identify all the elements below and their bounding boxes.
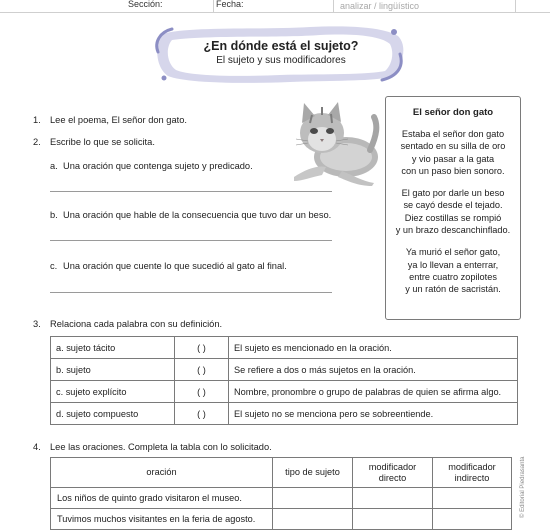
activity-2-number: 2. xyxy=(33,137,41,147)
sentence-cell: Los niños de quinto grado visitaron el museo. xyxy=(51,488,273,509)
answer-line-c[interactable] xyxy=(50,292,332,293)
worksheet-title: ¿En dónde está el sujeto? xyxy=(203,39,359,53)
sentence-row xyxy=(51,488,512,509)
activity-1-text: Lee el poema, El señor don gato. xyxy=(50,115,187,125)
skills-label: analizar / lingüístico xyxy=(340,1,420,11)
sentence-row xyxy=(51,509,512,530)
date-label: Fecha: xyxy=(216,0,244,9)
section-label: Sección: xyxy=(128,0,163,9)
term-cell: c. sujeto explícito xyxy=(51,381,175,403)
answer-cell[interactable] xyxy=(353,509,433,530)
answer-cell[interactable] xyxy=(273,509,353,530)
poem-line: sentado en su silla de oro xyxy=(400,141,506,152)
relation-table xyxy=(50,336,518,425)
sentence-table xyxy=(50,457,512,530)
term-cell: d. sujeto compuesto xyxy=(51,403,175,425)
relation-row xyxy=(51,359,518,381)
poem-stanza-3 xyxy=(386,246,520,295)
poem-line: y vio pasar a la gata xyxy=(411,153,495,164)
sentence-table-header xyxy=(51,458,512,488)
poem-line: se cayó desde el tejado. xyxy=(403,200,503,211)
item-c-letter: c. xyxy=(50,261,58,271)
item-a-text: Una oración que contenga sujeto y predicado. xyxy=(63,161,253,171)
definition-cell: El sujeto es mencionado en la oración. xyxy=(229,337,518,359)
answer-line-a[interactable] xyxy=(50,191,332,192)
header-tipo-sujeto: tipo de sujeto xyxy=(273,458,353,488)
activity-3-number: 3. xyxy=(33,319,41,329)
term-cell: a. sujeto tácito xyxy=(51,337,175,359)
poem-line: Ya murió el señor gato, xyxy=(405,247,501,258)
poem-stanza-2 xyxy=(386,187,520,236)
answer-cell[interactable] xyxy=(273,488,353,509)
poem-line: entre cuatro zopilotes xyxy=(409,271,497,282)
definition-cell: El sujeto no se menciona pero se sobreentiende. xyxy=(229,403,518,425)
header-oracion: oración xyxy=(51,458,273,488)
poem-line: y un brazo descanchinflado. xyxy=(395,225,511,236)
item-a-letter: a. xyxy=(50,161,58,171)
poem-line: El gato por darle un beso xyxy=(401,188,505,199)
activity-2-text: Escribe lo que se solicita. xyxy=(50,137,155,147)
header-mod-indirecto: modificador indirecto xyxy=(433,458,512,488)
term-cell: b. sujeto xyxy=(51,359,175,381)
copyright-note: © Editorial Piedrasanta xyxy=(520,456,526,518)
definition-cell: Nombre, pronombre o grupo de palabras de quien se afirma algo. xyxy=(229,381,518,403)
relation-row xyxy=(51,403,518,425)
relation-row xyxy=(51,337,518,359)
match-cell[interactable]: ( ) xyxy=(175,359,229,381)
poem-line: con un paso bien sonoro. xyxy=(401,165,505,176)
activity-3-text: Relaciona cada palabra con su definición. xyxy=(50,319,223,329)
activity-4-text: Lee las oraciones. Completa la tabla con lo solicitado. xyxy=(50,442,272,452)
match-cell[interactable]: ( ) xyxy=(175,381,229,403)
poem-box xyxy=(385,96,521,320)
answer-cell[interactable] xyxy=(433,488,512,509)
answer-cell[interactable] xyxy=(353,488,433,509)
activity-1-number: 1. xyxy=(33,115,41,125)
match-cell[interactable]: ( ) xyxy=(175,403,229,425)
answer-cell[interactable] xyxy=(433,509,512,530)
poem-line: y un ratón de sacristán. xyxy=(405,284,501,295)
poem-line: Diez costillas se rompió xyxy=(404,212,502,223)
activity-4-number: 4. xyxy=(33,442,41,452)
poem-title: El señor don gato xyxy=(412,107,494,118)
item-c-text: Una oración que cuente lo que sucedió al gato al final. xyxy=(63,261,287,271)
sentence-cell: Tuvimos muchos visitantes en la feria de agosto. xyxy=(51,509,273,530)
poem-line: ya lo llevan a enterrar, xyxy=(407,259,499,270)
item-b-text: Una oración que hable de la consecuencia que tuvo dar un beso. xyxy=(63,210,332,220)
poem-line: Estaba el señor don gato xyxy=(401,129,505,139)
kitten-image xyxy=(282,95,380,187)
match-cell[interactable]: ( ) xyxy=(175,337,229,359)
relation-row xyxy=(51,381,518,403)
item-b-letter: b. xyxy=(50,210,58,220)
answer-line-b[interactable] xyxy=(50,240,332,241)
worksheet-subtitle: El sujeto y sus modificadores xyxy=(216,55,346,66)
definition-cell: Se refiere a dos o más sujetos en la oración. xyxy=(229,359,518,381)
header-mod-directo: modificador directo xyxy=(353,458,433,488)
poem-stanza-1 xyxy=(386,128,520,177)
